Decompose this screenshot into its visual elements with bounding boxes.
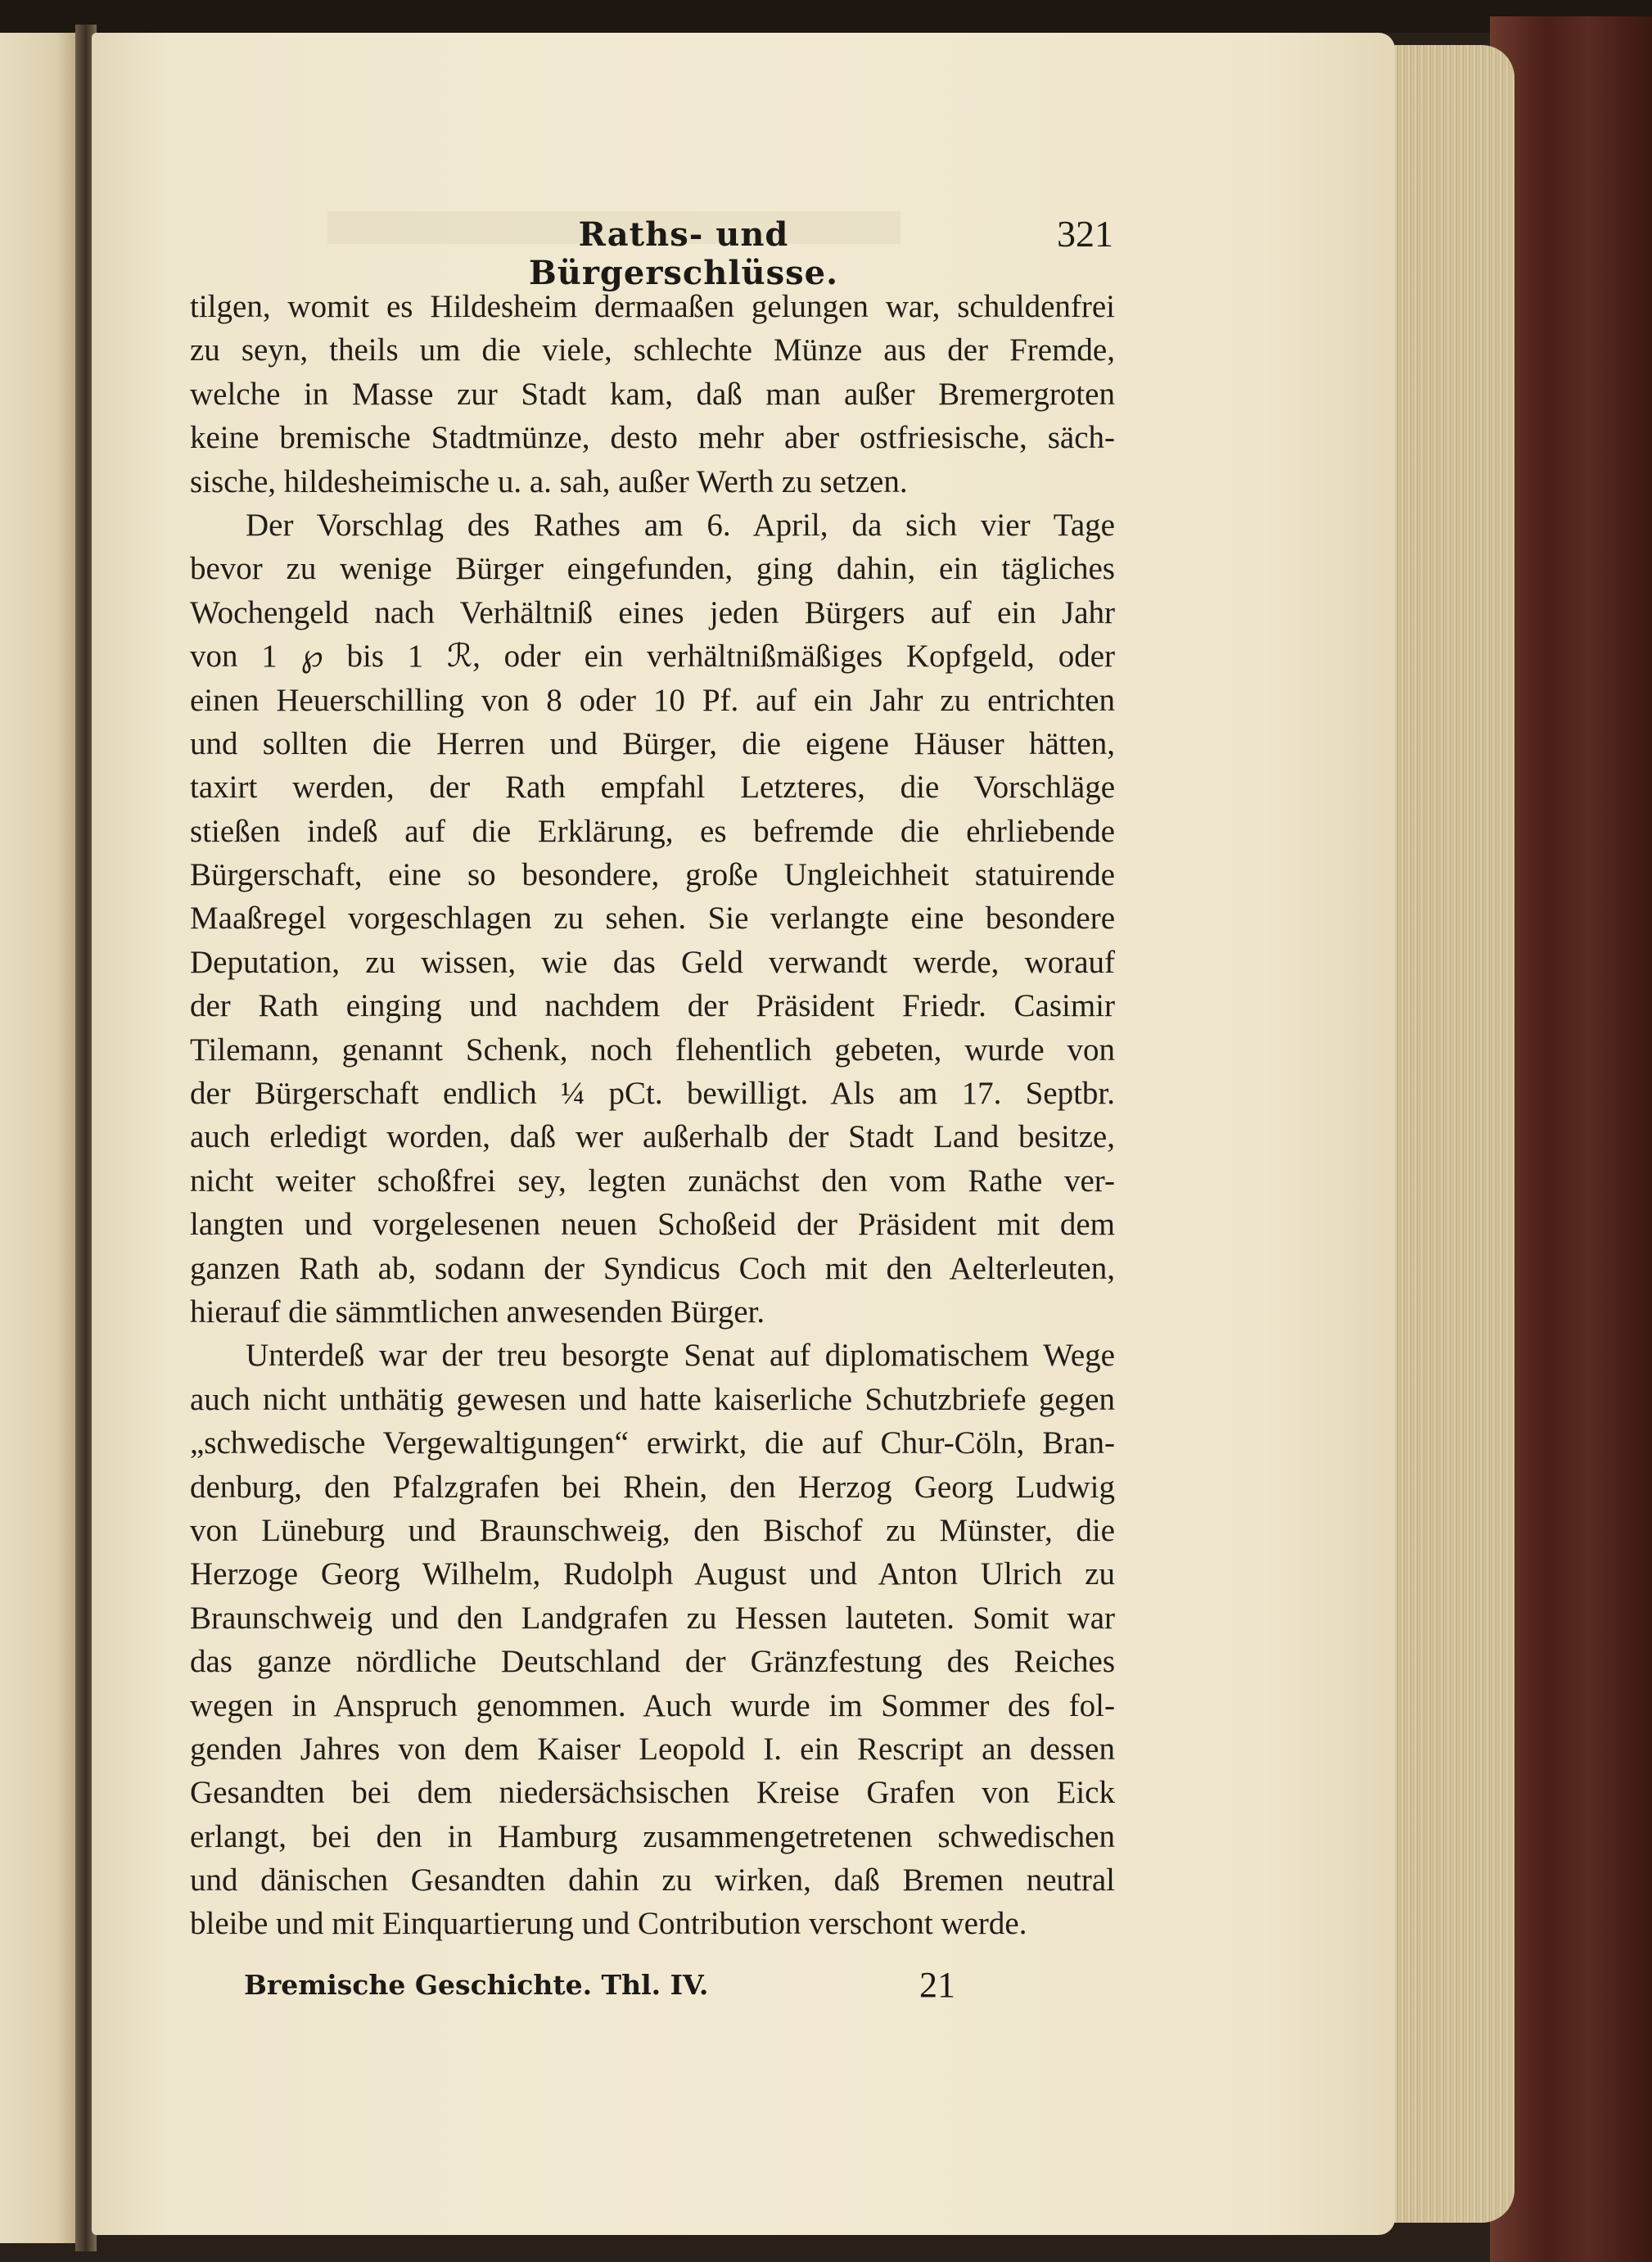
text-line: Unterdeß war der treu besorgte Senat auf diplomatischem Wege: [246, 1338, 1115, 1374]
text-line: sische, hildesheimische u. a. sah, außer Werth zu setzen.: [190, 463, 908, 499]
page-header: [192, 209, 1113, 292]
left-page-edge: [0, 33, 80, 2243]
text-line: der Bürgerschaft endlich ¼ pCt. bewilligt. Als am 17. Septbr.: [190, 1076, 1115, 1112]
text-line: langten und vorgelesenen neuen Schoßeid der Präsident mit dem: [190, 1207, 1115, 1243]
running-head: Raths- und Bürgerschlüsse.: [528, 215, 839, 292]
text-line: welche in Masse zur Stadt kam, daß man außer Bremergroten: [190, 376, 1115, 412]
text-line: stießen indeß auf die Erklärung, es befremde die ehrliebende: [190, 813, 1115, 849]
text-line: der Rath einging und nachdem der Präsident Friedr. Casimir: [190, 988, 1115, 1024]
text-line: taxirt werden, der Rath empfahl Letzteres, die Vorschläge: [190, 770, 1115, 806]
page-number: 321: [1057, 213, 1113, 255]
text-line: das ganze nördliche Deutschland der Gränzfestung des Reiches: [190, 1644, 1115, 1680]
page-footer: [244, 1965, 981, 2018]
text-line: von Lüneburg und Braunschweig, den Bischof zu Münster, die: [190, 1512, 1115, 1548]
text-line: Deputation, zu wissen, wie das Geld verwandt werde, worauf: [190, 944, 1115, 980]
top-shadow: [0, 0, 1652, 33]
text-line: genden Jahres von dem Kaiser Leopold I. ein Rescript an dessen: [190, 1731, 1115, 1767]
text-line: „schwedische Vergewaltigungen“ erwirkt, die auf Chur-Cöln, Bran-: [190, 1425, 1115, 1461]
text-line: von 1 ℘ bis 1 ℛ, oder ein verhältnißmäßiges Kopfgeld, oder: [190, 639, 1115, 675]
text-line: wegen in Anspruch genommen. Auch wurde im Sommer des fol-: [190, 1687, 1115, 1723]
text-line: Der Vorschlag des Rathes am 6. April, da sich vier Tage: [246, 507, 1115, 543]
text-line: und dänischen Gesandten dahin zu wirken, daß Bremen neutral: [190, 1862, 1115, 1899]
text-line: zu seyn, theils um die viele, schlechte Münze aus der Fremde,: [190, 332, 1115, 368]
text-line: nicht weiter schoßfrei sey, legten zunächst den vom Rathe ver-: [190, 1163, 1115, 1199]
text-line: denburg, den Pfalzgrafen bei Rhein, den Herzog Georg Ludwig: [190, 1469, 1115, 1505]
text-line: Braunschweig und den Landgrafen zu Hessen lauteten. Somit war: [190, 1600, 1115, 1636]
text-line: keine bremische Stadtmünze, desto mehr aber ostfriesische, säch-: [190, 420, 1115, 456]
text-line: und sollten die Herren und Bürger, die eigene Häuser hätten,: [190, 725, 1115, 761]
text-line: erlangt, bei den in Hamburg zusammengetretenen schwedischen: [190, 1818, 1115, 1854]
text-line: Tilemann, genannt Schenk, noch flehentlich gebeten, wurde von: [190, 1032, 1115, 1068]
body-text: [190, 285, 1115, 1946]
text-line: Herzoge Georg Wilhelm, Rudolph August und Anton Ulrich zu: [190, 1556, 1115, 1592]
text-line: bleibe und mit Einquartierung und Contribution verschont werde.: [190, 1906, 1027, 1942]
text-line: Bürgerschaft, eine so besondere, große Ungleichheit statuirende: [190, 857, 1115, 893]
text-line: auch erledigt worden, daß wer außerhalb der Stadt Land besitze,: [190, 1119, 1115, 1155]
text-line: einen Heuerschilling von 8 oder 10 Pf. auf ein Jahr zu entrichten: [190, 682, 1115, 718]
text-line: auch nicht unthätig gewesen und hatte kaiserliche Schutzbriefe gegen: [190, 1381, 1115, 1417]
page-fore-edge: [1392, 45, 1514, 2223]
text-line: tilgen, womit es Hildesheim dermaaßen gelungen war, schuldenfrei: [190, 289, 1115, 324]
text-line: bevor zu wenige Bürger eingefunden, ging dahin, ein tägliches: [190, 551, 1115, 587]
text-line: Gesandten bei dem niedersächsischen Kreise Grafen von Eick: [190, 1775, 1115, 1811]
text-line: hierauf die sämmtlichen anwesenden Bürger.: [190, 1294, 765, 1330]
printer-signature: Bremische Geschichte. Thl. IV.: [244, 1969, 709, 2001]
text-line: Maaßregel vorgeschlagen zu sehen. Sie verlangte eine besondere: [190, 901, 1115, 937]
sheet-number: 21: [919, 1965, 955, 2005]
text-line: Wochengeld nach Verhältniß eines jeden Bürgers auf ein Jahr: [190, 594, 1115, 630]
text-line: ganzen Rath ab, sodann der Syndicus Coch mit den Aelterleuten,: [190, 1250, 1115, 1286]
